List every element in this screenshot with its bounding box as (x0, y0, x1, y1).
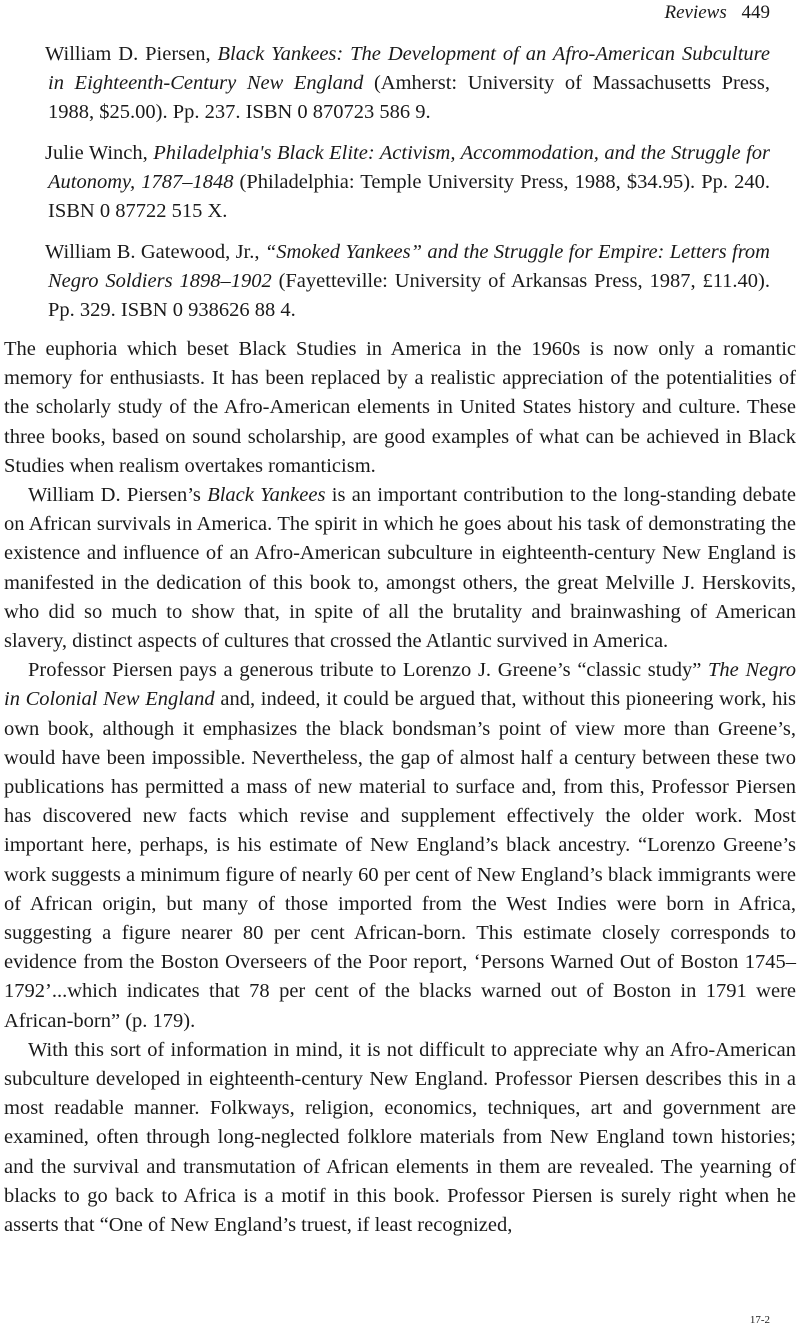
reference-title: “Smoked Yankees” and the Struggle for Empire: Letters from Negro Soldiers 1898–1902 (48, 241, 770, 292)
paragraph-text: and, indeed, it could be argued that, without this pioneering work, his own book, although it emphasizes the black bondsman’s point of view more than Greene’s, would have been impossible. Nevertheless, the gap of almost half a century between these two publications has permitted a mass of new material to surface and, from this, Professor Piersen has discovered new facts which revise and supplement effectively the older work. Most important here, perhaps, is his estimate of New England’s black ancestry. “Lorenzo Greene’s work suggests a minimum figure of nearly 60 per cent of New England’s black immigrants were of African origin, but many of those imported from the West Indies were born in Africa, suggesting a figure nearer 80 per cent African-born. This estimate closely corresponds to evidence from the Boston Overseers of the Poor report, ‘Persons Warned Out of Boston 1745–1792’...which indicates that 78 per cent of the blacks warned out of Boston in 1791 were African-born” (p. 179). (4, 688, 796, 1032)
paragraph-text: William D. Piersen’s (28, 484, 208, 507)
book-reference-list (45, 40, 771, 337)
review-paragraph: The euphoria which beset Black Studies in America in the 1960s is now only a romantic memory for enthusiasts. It has been replaced by a realistic appreciation of the potentialities of the scholarly study of the Afro-American elements in United States history and culture. These three books, based on sound scholarship, are good examples of what can be achieved in Black Studies when realism overtakes romanticism. (4, 338, 796, 477)
reference-title: Black Yankees: The Development of an Afro-American Subculture in Eighteenth-Century New England (48, 43, 770, 94)
book-title: The Negro in Colonial New England (4, 659, 796, 711)
paragraph-text: Professor Piersen pays a generous tribute to Lorenzo J. Greene’s “classic study” (28, 659, 709, 682)
reference-details: (Amherst: University of Massachusetts Press, 1988, $25.00). Pp. 237. ISBN 0 870723 586 9. (48, 72, 770, 123)
running-head (664, 0, 770, 26)
review-paragraph (4, 656, 796, 1036)
review-paragraph: With this sort of information in mind, it is not difficult to appreciate why an Afro-American subculture developed in eighteenth-century New England. Professor Piersen describes this in a most readable manner. Folkways, religion, economics, techniques, art and government are examined, often through long-neglected folklore materials from New England town histories; and the survival and transmutation of African elements in them are revealed. The yearning of blacks to go back to Africa is a motif in this book. Professor Piersen is surely right when he asserts that “One of New England’s truest, if least recognized, (4, 1038, 796, 1237)
review-paragraph (4, 481, 796, 656)
reference-details: (Philadelphia: Temple University Press, 1988, $34.95). Pp. 240. ISBN 0 87722 515 X. (48, 171, 770, 222)
book-reference (45, 139, 770, 226)
reference-details: (Fayetteville: University of Arkansas Press, 1987, £11.40). Pp. 329. ISBN 0 938626 88 4. (48, 270, 771, 321)
reference-title: Philadelphia's Black Elite: Activism, Accommodation, and the Struggle for Autonomy, 1787–1848 (48, 142, 770, 193)
book-title: Black Yankees (207, 484, 326, 507)
reference-author: Julie Winch, (45, 142, 154, 164)
page-number: 449 (741, 2, 770, 23)
signature-mark: 17-2 (749, 1314, 770, 1326)
review-body (4, 335, 796, 1240)
book-reference (45, 40, 770, 127)
reference-author: William D. Piersen, (45, 43, 218, 65)
running-head-section: Reviews (664, 2, 727, 23)
reference-author: William B. Gatewood, Jr., (45, 241, 265, 263)
book-reference (45, 238, 771, 325)
paragraph-text: is an important contribution to the long-standing debate on African survivals in America. The spirit in which he goes about his task of demonstrating the existence and influence of an Afro-American subculture in eighteenth-century New England is manifested in the dedication of this book to, amongst others, the great Melville J. Herskovits, who did so much to show that, in spite of all the brutality and brainwashing of American slavery, distinct aspects of cultures that crossed the Atlantic survived in America. (4, 484, 796, 653)
